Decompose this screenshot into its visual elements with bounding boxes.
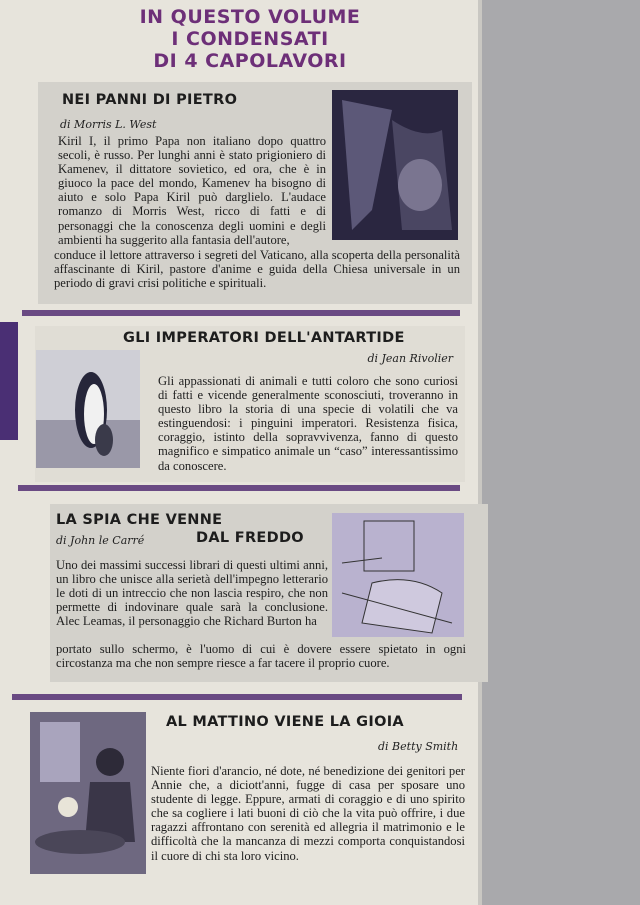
title-line: IN QUESTO VOLUME [139, 6, 361, 28]
book-description: Niente fiori d'arancio, né dote, né benedizione dei genitori per Annie che, a diciott'anni, fugge di casa per sposare uno studente di legge. Eppure, armati di coraggio e di uno spirito che sa cogliere i lati buoni di ciò che la vita può offrire, i due ragazzi affrontano con serenità ed allegria il matrimonio e le difficoltà che la mancanza di mezzi comporta conquistandosi il cuore di chi sta loro vicino. [151, 764, 465, 863]
title-line: DI 4 CAPOLAVORI [153, 50, 347, 72]
book-title: NEI PANNI DI PIETRO [62, 92, 238, 108]
book-section-1 [38, 82, 472, 304]
purple-edge-strip [0, 322, 18, 440]
book-section-3 [50, 504, 488, 682]
pope-illustration [332, 90, 458, 240]
page-title [80, 6, 420, 72]
book-section-2 [35, 326, 465, 482]
divider-bar [12, 694, 462, 700]
book-author: di Betty Smith [378, 740, 459, 753]
book-description: Gli appassionati di animali e tutti coloro che sono curiosi di fatti e vicende generalmente sconosciuti, troveranno in questo libro la storia di una specie di volatili che va estinguendosi: i pinguini imperatori. Resistenza fisica, coraggio, istinto della sopravvivenza, fanno di questo magnifico e simpatico animale un “caso” interessantissimo da conoscere. [158, 374, 458, 473]
divider-bar [18, 485, 460, 491]
book-description: Kiril I, il primo Papa non italiano dopo quattro secoli, è russo. Per lunghi anni è stato prigioniero di Kamenev, il dittatore sovietico, ed ora, che è in giuoco la pace del mondo, Kamenev ha bisogno di aiuto e solo Papa Kiril può darglielo. L'audace romanzo di Morris West, ricco di fatti e di personaggi che la conoscenza degli uomini e degli ambienti ha suggerito alla fantasia dell'autore, [58, 134, 326, 247]
book-title-cont: DAL FREDDO [196, 530, 304, 546]
book-description-cont: portato sullo schermo, è l'uomo di cui è dovere essere spietato in ogni circostanza ma che non sempre riesce a far tacere il proprio cuore. [56, 642, 466, 671]
couple-illustration [30, 712, 146, 874]
book-description-cont: conduce il lettore attraverso i segreti del Vaticano, alla scoperta della personalità affascinante di Kiril, pastore d'anime e guida della Chiesa universale in un periodo di gravi crisi politiche e spirituali. [54, 248, 460, 291]
book-author: di John le Carré [56, 534, 145, 547]
spy-illustration [332, 513, 464, 637]
book-title: LA SPIA CHE VENNE [56, 512, 223, 528]
divider-bar [22, 310, 460, 316]
book-title: AL MATTINO VIENE LA GIOIA [166, 714, 404, 730]
book-author: di Jean Rivolier [367, 352, 453, 365]
title-line: I CONDENSATI [171, 28, 329, 50]
penguin-photo [36, 350, 140, 468]
book-author: di Morris L. West [60, 118, 157, 131]
book-description: Uno dei massimi successi librari di questi ultimi anni, un libro che unisce alla serietà dell'impegno letterario le doti di un intreccio che non lascia respiro, che non permette di indovinare quale sarà la conclusione. Alec Leamas, il personaggio che Richard Burton ha [56, 558, 328, 629]
book-title: GLI IMPERATORI DELL'ANTARTIDE [123, 330, 405, 346]
background-surface [482, 0, 640, 905]
